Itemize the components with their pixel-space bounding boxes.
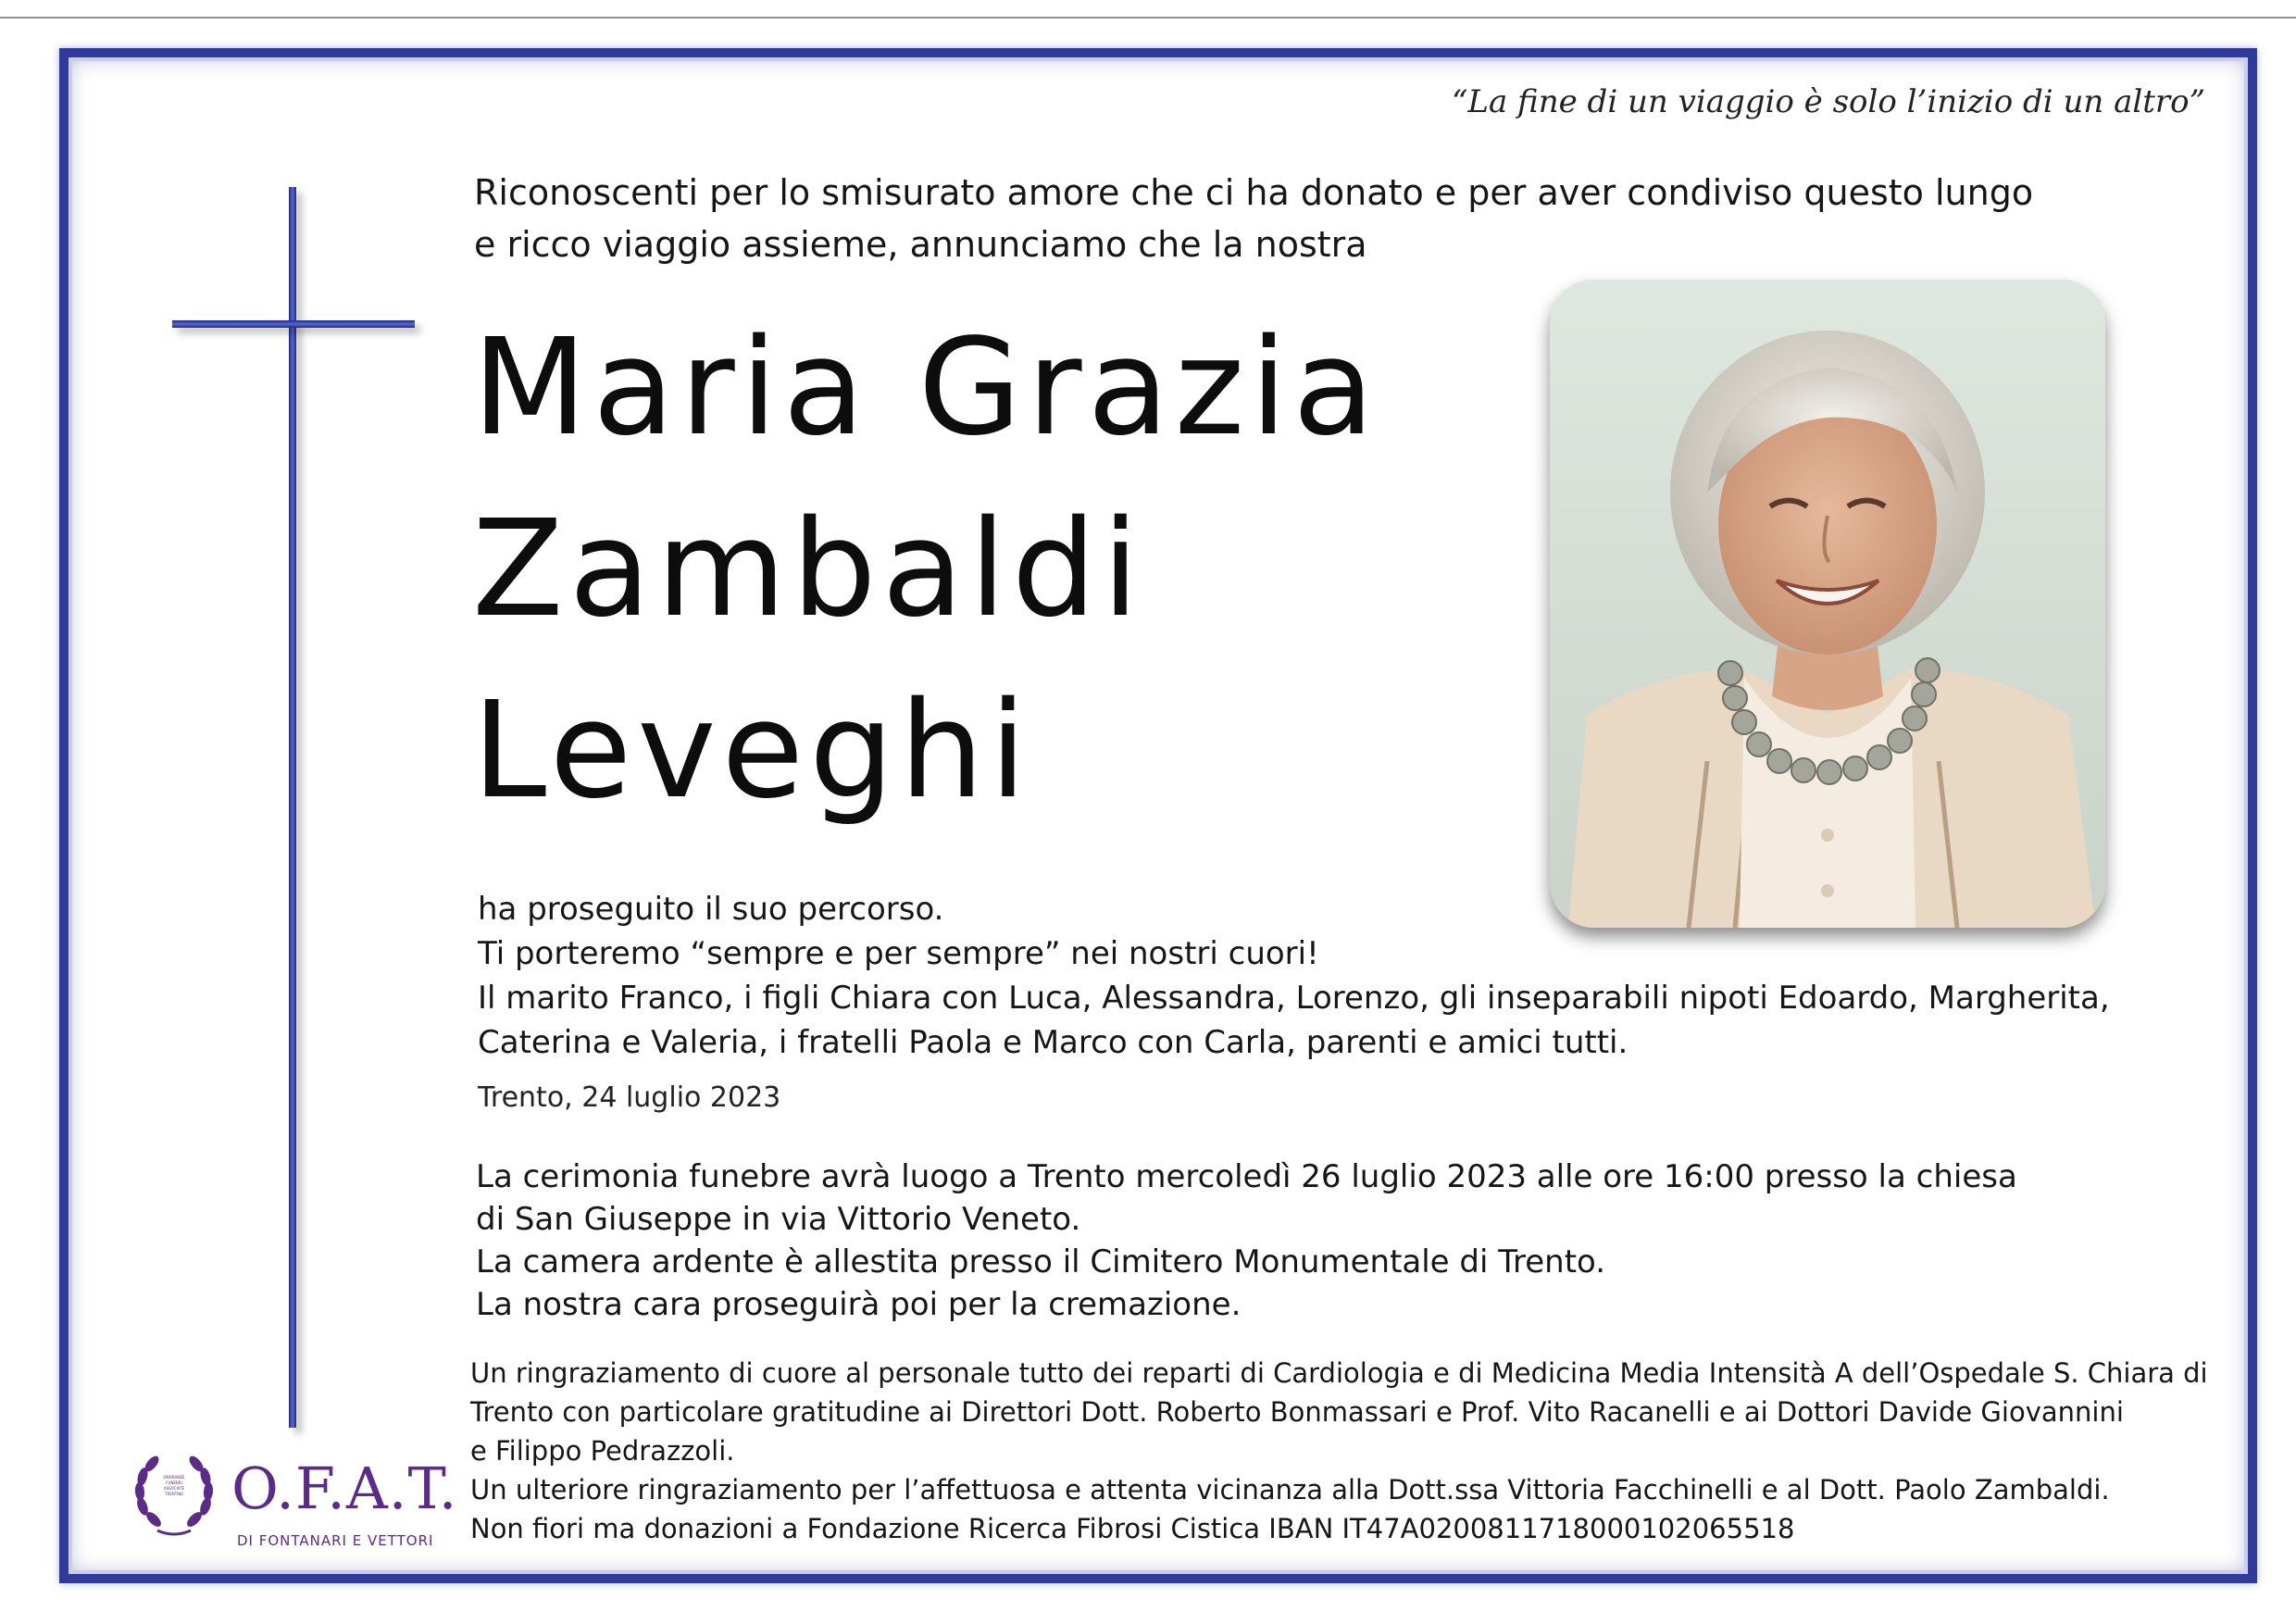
obituary-frame (59, 48, 2257, 1583)
thanks-line: Non fiori ma donazioni a Fondazione Ricerca Fibrosi Cistica IBAN IT47A0200811718000102065518 (470, 1513, 1795, 1544)
acknowledgements (470, 1354, 2285, 1548)
ceremony-line: La nostra cara proseguirà poi per la cremazione. (476, 1286, 1242, 1323)
thanks-line: Un ringraziamento di cuore al personale tutto dei reparti di Cardiologia e di Medicina Media Intensità A dell’Ospedale S. Chiara di (470, 1357, 2208, 1389)
logo-name: O.F.A.T. (231, 1455, 458, 1522)
cross-crossbar (172, 320, 415, 328)
deceased-photo (1550, 280, 2105, 928)
intro-line: Riconoscenti per lo smisurato amore che ci ha donato e per aver condiviso questo lungo (474, 172, 2034, 213)
ceremony-details (476, 1156, 2198, 1326)
intro-line: e ricco viaggio assieme, annunciamo che la nostra (474, 224, 1367, 265)
intro-text (474, 167, 2196, 270)
deceased-surname: Zambaldi (472, 491, 1145, 646)
logo-micro-line: TRENTINE (165, 1492, 183, 1496)
ceremony-line: La cerimonia funebre avrà luogo a Trento mercoledì 26 luglio 2023 alle ore 16:00 presso la chiesa (476, 1158, 2017, 1195)
body-line: Ti porteremo “sempre e per sempre” nei nostri cuori! (478, 935, 1319, 972)
top-rule (0, 17, 2296, 19)
ceremony-line: di San Giuseppe in via Vittorio Veneto. (476, 1201, 1081, 1238)
funeral-home-logo (130, 1451, 472, 1553)
deceased-name (472, 296, 1380, 841)
logo-micro-line: ASSOCIATE (163, 1486, 185, 1491)
body-line: Il marito Franco, i figli Chiara con Luca, Alessandra, Lorenzo, gli inseparabili nipoti Edoardo, Margherita, (478, 980, 2110, 1017)
logo-micro-text (154, 1475, 194, 1497)
logo-micro-line: ONORANZE (163, 1475, 185, 1480)
logo-subtitle: DI FONTANARI E VETTORI (237, 1532, 434, 1549)
deceased-first-names: Maria Grazia (472, 309, 1380, 465)
body-line: ha proseguito il suo percorso. (478, 891, 944, 928)
thanks-line: Un ulteriore ringraziamento per l’affettuosa e attenta vicinanza alla Dott.ssa Vittoria Facchinelli e al Dott. Paolo Zambaldi. (470, 1474, 2110, 1505)
cross-icon (289, 187, 296, 1428)
body-line: Caterina e Valeria, i fratelli Paola e Marco con Carla, parenti e amici tutti. (478, 1024, 1628, 1061)
announcement-body (478, 887, 2200, 1065)
ceremony-line: La camera ardente è allestita presso il Cimitero Monumentale di Trento. (476, 1243, 1606, 1280)
place-date: Trento, 24 luglio 2023 (478, 1081, 781, 1114)
deceased-married-surname: Leveghi (472, 672, 1032, 828)
motto-quote: “La fine di un viaggio è solo l’inizio di un altro” (1452, 83, 2205, 120)
thanks-line: Trento con particolare gratitudine ai Direttori Dott. Roberto Bonmassari e Prof. Vito Racanelli e ai Dottori Davide Giovannini (470, 1396, 2124, 1428)
thanks-line: e Filippo Pedrazzoli. (470, 1435, 735, 1467)
logo-micro-line: FUNEBRI (166, 1480, 182, 1485)
